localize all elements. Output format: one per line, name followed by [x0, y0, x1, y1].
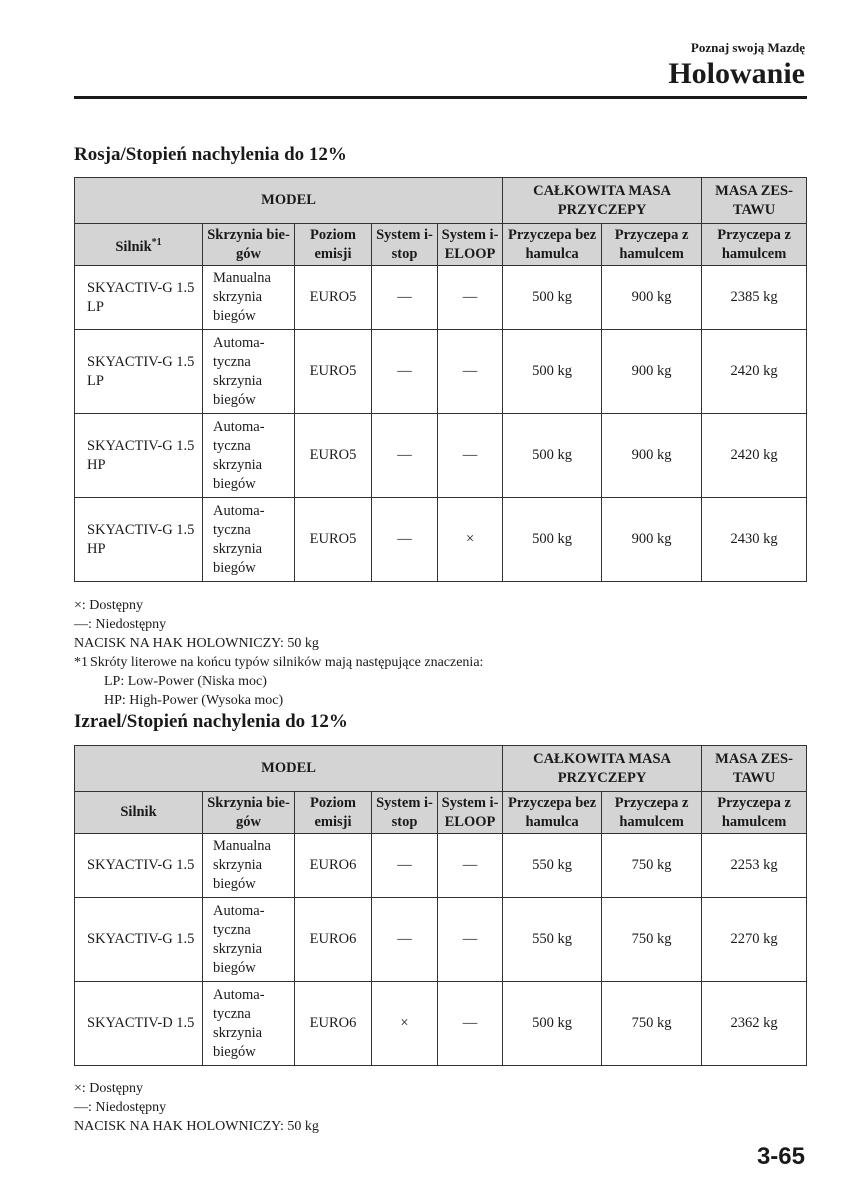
combined-cell: 2420 kg: [702, 330, 807, 414]
section-label: Poznaj swoją Mazdę: [690, 40, 805, 55]
tow-load-note: NACISK NA HAK HOLOWNICZY: 50 kg: [74, 636, 319, 651]
emission-cell: EURO6: [295, 834, 372, 898]
istop-header: System i-stop: [372, 792, 438, 834]
tow-load-note: NACISK NA HAK HOLOWNICZY: 50 kg: [74, 1119, 319, 1134]
table-row: [75, 266, 807, 330]
emission-cell: EURO5: [295, 266, 372, 330]
braked-cell: 900 kg: [602, 498, 702, 582]
gearbox-cell: Automa-tyczna skrzynia biegów: [203, 414, 295, 498]
engine-cell: SKYACTIV-G 1.5 HP: [75, 414, 203, 498]
combined-cell: 2253 kg: [702, 834, 807, 898]
gearbox-header: Skrzynia bie-gów: [203, 224, 295, 266]
israel-section-title: Izrael/Stopień nachylenia do 12%: [74, 711, 348, 732]
engine-header: Silnik$^{*1}$: [75, 224, 203, 266]
istop-cell: —: [372, 498, 438, 582]
russia-section-title: Rosja/Stopień nachylenia do 12%: [74, 144, 347, 165]
ieloop-cell: ×: [438, 498, 503, 582]
unbraked-header: Przyczepa bez hamulca: [503, 792, 602, 834]
emission-header: Poziom emisji: [295, 224, 372, 266]
ieloop-cell: —: [438, 982, 503, 1066]
engine-header: Silnik: [75, 792, 203, 834]
combined-cell: 2385 kg: [702, 266, 807, 330]
engine-cell: SKYACTIV-D 1.5: [75, 982, 203, 1066]
istop-cell: —: [372, 330, 438, 414]
emission-header: Poziom emisji: [295, 792, 372, 834]
braked-header: Przyczepa z hamulcem: [602, 792, 702, 834]
legend-available: ×: Dostępny: [74, 598, 143, 613]
istop-cell: —: [372, 414, 438, 498]
emission-cell: EURO5: [295, 330, 372, 414]
gearbox-cell: Manualna skrzynia biegów: [203, 834, 295, 898]
total-mass-header: CAŁKOWITA MASA PRZYCZEPY: [503, 178, 702, 224]
combined-cell: 2270 kg: [702, 898, 807, 982]
israel-towing-table: [74, 745, 807, 1066]
combined-header: Przyczepa z hamulcem: [702, 792, 807, 834]
emission-cell: EURO5: [295, 498, 372, 582]
combined-cell: 2362 kg: [702, 982, 807, 1066]
unbraked-cell: 500 kg: [503, 414, 602, 498]
unbraked-cell: 550 kg: [503, 834, 602, 898]
footnote: [74, 653, 483, 672]
ieloop-cell: —: [438, 266, 503, 330]
unbraked-cell: 500 kg: [503, 982, 602, 1066]
engine-cell: SKYACTIV-G 1.5 HP: [75, 498, 203, 582]
braked-header: Przyczepa z hamulcem: [602, 224, 702, 266]
ieloop-header: System i-ELOOP: [438, 792, 503, 834]
legend-available: ×: Dostępny: [74, 1081, 143, 1096]
combined-cell: 2430 kg: [702, 498, 807, 582]
footnote-text: Skróty literowe na końcu typów silników mają następujące znaczenia:: [90, 655, 484, 670]
braked-cell: 750 kg: [602, 898, 702, 982]
combined-mass-header: MASA ZES-TAWU: [702, 178, 807, 224]
ieloop-cell: —: [438, 834, 503, 898]
braked-cell: 900 kg: [602, 330, 702, 414]
table-row: [75, 834, 807, 898]
braked-cell: 900 kg: [602, 414, 702, 498]
page-number: 3-65: [756, 1143, 805, 1170]
total-mass-header: CAŁKOWITA MASA PRZYCZEPY: [503, 746, 702, 792]
footnote-mark: *1: [151, 236, 162, 248]
table-row: [75, 330, 807, 414]
gearbox-cell: Automa-tyczna skrzynia biegów: [203, 498, 295, 582]
emission-cell: EURO5: [295, 414, 372, 498]
model-header: MODEL: [75, 746, 503, 792]
istop-cell: —: [372, 834, 438, 898]
istop-header: System i-stop: [372, 224, 438, 266]
model-header: MODEL: [75, 178, 503, 224]
legend-unavailable: —: Niedostępny: [74, 617, 167, 632]
ieloop-cell: —: [438, 414, 503, 498]
ieloop-cell: —: [438, 898, 503, 982]
footnote-marker: *1: [74, 655, 88, 670]
table-row: [75, 982, 807, 1066]
ieloop-cell: —: [438, 330, 503, 414]
header-divider: [74, 96, 807, 99]
engine-cell: SKYACTIV-G 1.5 LP: [75, 330, 203, 414]
table-row: [75, 414, 807, 498]
combined-mass-header: MASA ZES-TAWU: [702, 746, 807, 792]
gearbox-header: Skrzynia bie-gów: [203, 792, 295, 834]
emission-cell: EURO6: [295, 982, 372, 1066]
gearbox-cell: Manualna skrzynia biegów: [203, 266, 295, 330]
footnote-hp: HP: High-Power (Wysoka moc): [104, 693, 284, 708]
braked-cell: 750 kg: [602, 982, 702, 1066]
gearbox-cell: Automa-tyczna skrzynia biegów: [203, 898, 295, 982]
israel-notes: [74, 1079, 319, 1136]
istop-cell: —: [372, 898, 438, 982]
gearbox-cell: Automa-tyczna skrzynia biegów: [203, 330, 295, 414]
unbraked-cell: 500 kg: [503, 498, 602, 582]
table-row: [75, 898, 807, 982]
page-title: Holowanie: [668, 57, 805, 90]
emission-cell: EURO6: [295, 898, 372, 982]
engine-cell: SKYACTIV-G 1.5: [75, 834, 203, 898]
istop-cell: —: [372, 266, 438, 330]
unbraked-cell: 500 kg: [503, 266, 602, 330]
unbraked-header: Przyczepa bez hamulca: [503, 224, 602, 266]
istop-cell: ×: [372, 982, 438, 1066]
gearbox-cell: Automa-tyczna skrzynia biegów: [203, 982, 295, 1066]
unbraked-cell: 500 kg: [503, 330, 602, 414]
engine-cell: SKYACTIV-G 1.5: [75, 898, 203, 982]
unbraked-cell: 550 kg: [503, 898, 602, 982]
ieloop-header: System i-ELOOP: [438, 224, 503, 266]
legend-unavailable: —: Niedostępny: [74, 1100, 167, 1115]
combined-header: Przyczepa z hamulcem: [702, 224, 807, 266]
braked-cell: 900 kg: [602, 266, 702, 330]
russia-notes: [74, 596, 483, 710]
table-row: [75, 498, 807, 582]
footnote-lp: LP: Low-Power (Niska moc): [104, 674, 267, 689]
combined-cell: 2420 kg: [702, 414, 807, 498]
russia-towing-table: [74, 177, 807, 582]
engine-cell: SKYACTIV-G 1.5 LP: [75, 266, 203, 330]
braked-cell: 750 kg: [602, 834, 702, 898]
